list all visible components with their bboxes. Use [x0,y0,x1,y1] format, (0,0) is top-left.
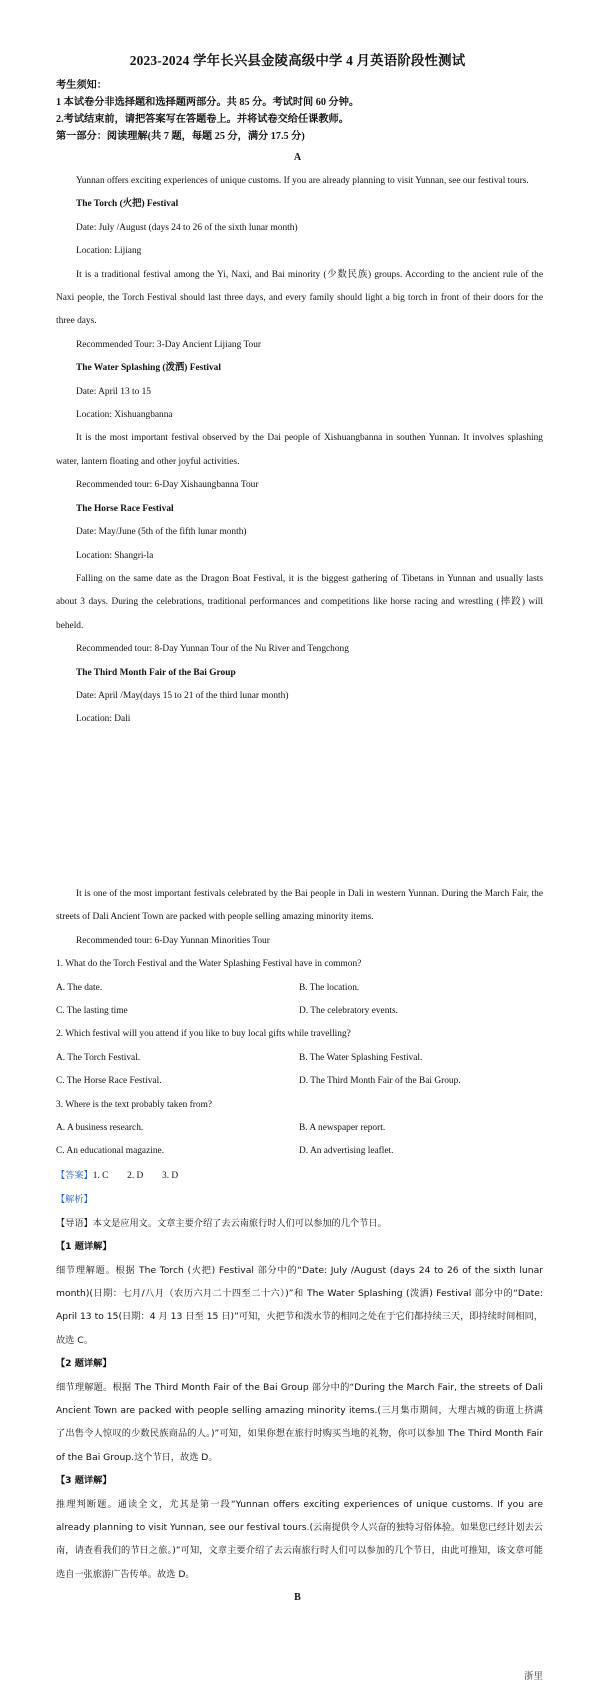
q1-detail-heading: 【1 题详解】 [56,1241,112,1253]
question-3-options-row-1 [56,1117,543,1140]
question-2-option-c: C. The Horse Race Festival. [56,1076,162,1087]
question-1-option-d: D. The celebratory events. [299,1006,399,1017]
analysis-guide: 【导语】本文是应用文。文章主要介绍了去云南旅行时人们可以参加的几个节日。 [56,1217,387,1229]
question-1-option-b: B. The location. [299,982,360,993]
q1-detail-body: 细节理解题。根据 The Torch (火把) Festival 部分中的“Date: July /August (days 24 to 26 of the sixth lunar month)(日期：七月/八月（农历六月二十四至二十六）)”和 The Water Splashing (泼洒) Festival 部分中的“Date: April 13 to 15(日期：4 月 13 日至 15 日)”可知，火把节和泼水节的相同之处在于它们都持续三天，即持续时间相同，故选 C。 [56,1264,543,1346]
torch-festival-description: It is a traditional festival among the Yi, Naxi, and Bai minority (少数民族) groups. According to the ancient rule of the Naxi people, the Torch Festival should last three days, and every family should light a big torch in front of their doors for the three days. [56,269,543,327]
section-a-heading: A [293,152,302,163]
bai-fair-tour: Recommended tour: 6-Day Yunnan Minorities Tour [76,935,270,946]
passage-continued [56,883,543,1586]
notice-title: 考生须知： [56,80,107,91]
passage-intro: Yunnan offers exciting experiences of unique customs. If you are already planning to visit Yunnan, see our festival tours. [76,176,529,186]
bai-fair-date: Date: April /May(days 15 to 21 of the third lunar month) [76,690,289,701]
question-2-options-row-2 [56,1070,543,1093]
horse-festival-title: The Horse Race Festival [76,503,174,514]
horse-festival-location: Location: Shangri-la [76,550,154,561]
water-festival-location: Location: Xishuangbanna [76,410,173,421]
notice-line-1: 1 本试卷分非选择题和选择题两部分。共 85 分。考试时间 60 分钟。 [56,97,360,108]
answer-values: 1. C 2. D 3. D [92,1170,179,1181]
answer-line [56,1164,543,1188]
question-2-option-d: D. The Third Month Fair of the Bai Group. [299,1076,461,1087]
horse-festival-tour: Recommended tour: 8-Day Yunnan Tour of the Nu River and Tengchong [76,644,349,655]
page-title: 2023-2024 学年长兴县金陵高级中学 4 月英语阶段性测试 [129,53,466,68]
question-3-option-a: A. A business research. [56,1123,144,1134]
torch-festival-date: Date: July /August (days 24 to 26 of the sixth lunar month) [76,222,298,233]
analysis-label: 【解析】 [56,1194,93,1206]
notice-line-2: 2.考试结束前，请把答案写在答题卷上。并将试卷交给任课教师。 [56,114,349,125]
question-3-option-c: C. An educational magazine. [56,1146,165,1157]
bai-fair-title: The Third Month Fair of the Bai Group [76,667,236,678]
torch-festival-location: Location: Lijiang [76,246,142,257]
water-festival-title: The Water Splashing (泼洒) Festival [76,363,221,374]
passage-text [56,170,543,732]
question-1-option-a: A. The date. [56,982,103,993]
question-2-option-b: B. The Water Splashing Festival. [299,1052,423,1063]
water-festival-date: Date: April 13 to 15 [76,386,151,397]
question-3-option-b: B. A newspaper report. [299,1123,386,1134]
q2-detail-heading: 【2 题详解】 [56,1358,112,1370]
section-b-heading: B [294,1592,301,1603]
water-festival-tour: Recommended tour: 6-Day Xishaungbanna Tour [76,480,259,491]
horse-festival-date: Date: May/June (5th of the fifth lunar month) [76,527,247,538]
question-1-option-c: C. The lasting time [56,1006,128,1017]
q3-detail-body: 推理判断题。通读全文，尤其是第一段“Yunnan offers exciting experiences of unique customs. If you are already planning to visit Yunnan, see our festival tours.(云南提供令人兴奋的独特习俗体验。如果您已经计划去云南，请查看我们的节日之旅。)”可知，文章主要介绍了去云南旅行时人们可以参加的几个节日，由此可推知，该文章可能选自一张旅游广告传单。故选 D。 [56,1498,543,1580]
horse-festival-description: Falling on the same date as the Dragon Boat Festival, it is the biggest gathering of Tibetans in Yunnan and usually lasts about 3 days. During the celebrations, traditional performances and competitions like horse racing and wrestling (摔跤) will beheld. [56,573,543,631]
question-2-stem: 2. Which festival will you attend if you like to buy local gifts while travelling? [56,1029,351,1040]
question-3-stem: 3. Where is the text probably taken from? [56,1099,213,1110]
torch-festival-tour: Recommended Tour: 3-Day Ancient Lijiang Tour [76,339,262,350]
question-1-options-row-2 [56,1000,543,1023]
answer-label: 【答案】 [56,1169,93,1181]
q3-detail-heading: 【3 题详解】 [56,1475,112,1487]
torch-festival-title: The Torch (火把) Festival [76,199,179,210]
question-3-options-row-2 [56,1140,543,1163]
bai-fair-description: It is one of the most important festivals celebrated by the Bai people in Dali in western Yunnan. During the March Fair, the streets of Dali Ancient Town are packed with people selling amazing minority items. [56,889,543,923]
question-1-stem: 1. What do the Torch Festival and the Water Splashing Festival have in common? [56,959,362,970]
exam-notice [56,77,556,145]
question-2-options-row-1 [56,1047,543,1070]
question-1-options-row-1 [56,977,543,1000]
question-2-option-a: A. The Torch Festival. [56,1052,141,1063]
bai-fair-location: Location: Dali [76,714,131,725]
water-festival-description: It is the most important festival observed by the Dai people of Xishuangbanna in southen Yunnan. It involves splashing water, lantern floating and other joyful activities. [56,433,543,467]
footer-watermark-text: 浙里 [524,1671,544,1682]
part-one-heading: 第一部分：阅读理解(共 7 题，每题 25 分，满分 17.5 分) [56,131,305,142]
question-3-option-d: D. An advertising leaflet. [299,1146,394,1157]
q2-detail-body: 细节理解题。根据 The Third Month Fair of the Bai Group 部分中的“During the March Fair, the streets of Dali Ancient Town are packed with people selling amazing minority items.(三月集市期间，大理古城的街道上挤满了出售令人惊叹的少数民族商品的人。)”可知，如果你想在旅行时购买当地的礼物，你可以参加 The Third Month Fair of the Bai Group.这个节日，故选 D。 [56,1381,543,1463]
